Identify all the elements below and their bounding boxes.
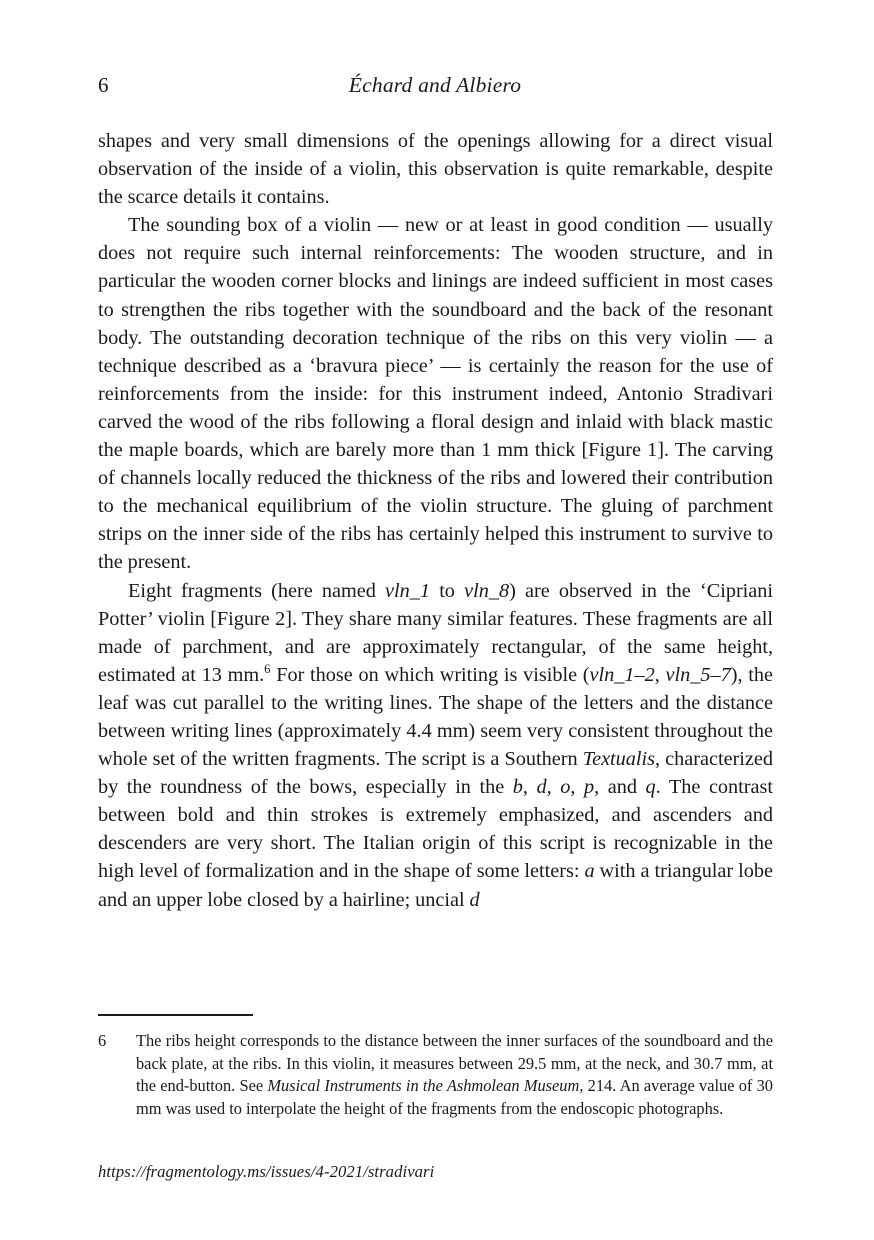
- footnote-entry: [98, 1030, 773, 1120]
- body-paragraph: [98, 577, 773, 914]
- text-run: The ribs height corresponds to the distance between the inner surfaces of the soundboard and the back plate, at the ribs. In this violin, it measures between 29.5 mm, at the neck, and 30.7 mm, at the end-button. See: [136, 1031, 773, 1096]
- footnote-separator-rule: [98, 1014, 253, 1016]
- running-head-title: Échard and Albiero: [348, 73, 522, 97]
- italic-run: Textualis: [582, 748, 656, 771]
- italic-run: vln_8: [464, 579, 510, 602]
- text-run: For those on which writing is visible (: [270, 663, 590, 686]
- italic-run: a: [584, 860, 595, 883]
- italic-run: p: [584, 776, 595, 799]
- text-run: The sounding box of a violin — new or at least in good condition — usually does not require such internal reinforcements: The wooden structure, and in particular the wooden corner blocks and linings are indeed sufficient in most cases to strengthen the ribs together with the soundboard and the back of the resonant body. The outstanding decoration technique of the ribs on this very violin — a technique described as a ‘bravura piece’ — is certainly the reason for the use of reinforcements from the inside: for this instrument indeed, Antonio Stradivari carved the wood of the ribs following a floral design and inlaid with black mastic the maple boards, which are barely more than 1 mm thick [Figure 1]. The carving of channels locally reduced the thickness of the ribs and lowered their contribution to the mechanical equilibrium of the violin structure. The gluing of parchment strips on the inner side of the ribs has certainly helped this instrument to survive to the present.: [98, 214, 773, 574]
- body-text-block: [98, 127, 773, 914]
- italic-run: d: [469, 888, 480, 911]
- footnote-reference-marker[interactable]: 6: [264, 662, 271, 677]
- italic-run: o: [560, 776, 571, 799]
- text-run: ,: [570, 776, 585, 799]
- footer-url-link[interactable]: https://fragmentology.ms/issues/4-2021/stradivari: [98, 1162, 435, 1181]
- italic-run: vln_5–7: [665, 663, 731, 686]
- text-run: Eight fragments (here named: [128, 579, 386, 602]
- text-run: ,: [654, 663, 666, 686]
- italic-run: d: [536, 776, 547, 799]
- text-run: ,: [546, 776, 561, 799]
- italic-run: vln_1–2: [589, 663, 655, 686]
- text-run: to: [430, 579, 465, 602]
- text-run: ,: [522, 776, 537, 799]
- text-run: shapes and very small dimensions of the openings allowing for a direct visual observation of the inside of a violin, this observation is quite remarkable, despite the scarce details it contains.: [98, 130, 773, 209]
- text-run: ) are observed in the ‘Cipriani Potter’ violin [Figure 2]. They share many similar features. These fragments are all made of parchment, and are approximately rectangular, of the same height, estimated at 13 mm.: [98, 579, 774, 686]
- italic-run: q: [645, 776, 656, 799]
- footnote-text: [136, 1031, 773, 1118]
- italic-run: b: [512, 776, 523, 799]
- page-number: 6: [98, 73, 109, 97]
- running-header: [98, 70, 772, 100]
- text-run: ), the leaf was cut parallel to the writing lines. The shape of the letters and the distance between writing lines (approximately 4.4 mm) seem very consistent throughout the whole set of the written fragments. The script is a Southern: [98, 663, 773, 771]
- text-run: , 214. An average value of 30 mm was used to interpolate the height of the fragments from the endoscopic photographs.: [136, 1076, 773, 1118]
- text-run: , characterized by the roundness of the bows, especially in the: [98, 748, 773, 799]
- italic-run: vln_1: [385, 579, 430, 602]
- text-run: with a triangular lobe and an upper lobe closed by a hairline; uncial: [98, 860, 773, 911]
- body-paragraph: [98, 211, 773, 576]
- body-paragraph: [98, 127, 773, 211]
- footnote-area: [98, 1030, 773, 1120]
- text-run: . The contrast between bold and thin strokes is extremely emphasized, and ascenders and descenders are very short. The Italian origin of this script is recognizable in the high level of formalization and in the shape of some letters:: [98, 776, 773, 883]
- italic-run: Musical Instruments in the Ashmolean Museum: [267, 1076, 580, 1096]
- text-run: , and: [594, 776, 646, 799]
- footnote-number: 6: [98, 1031, 107, 1050]
